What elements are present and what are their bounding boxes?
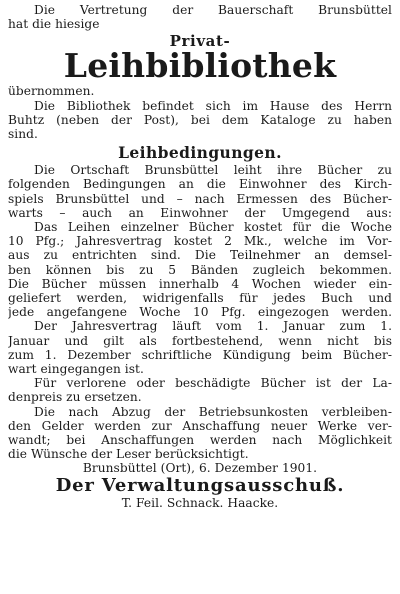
conditions-paragraph-2 — [8, 220, 392, 319]
dateline: Brunsbüttel (Ort), 6. Dezember 1901. — [82, 461, 318, 476]
text-line: folgenden Bedingungen an die Einwohner des Kirch- — [8, 177, 392, 192]
conditions-paragraph-1 — [8, 163, 392, 220]
location-line-2: Buhtz (neben der Post), bei dem Kataloge zu haben — [8, 112, 392, 127]
text-line: jede angefangene Woche 10 Pfg. eingezogen werden. — [8, 305, 392, 320]
text-line: spiels Brunsbüttel und – nach Ermessen des Bücher- — [8, 191, 392, 206]
intro-line-2: hat die hiesige — [8, 17, 100, 32]
title-privat: Privat- — [169, 32, 231, 51]
text-line: den Gelder werden zur Anschaffung neuer Werke ver- — [8, 418, 392, 433]
text-line: aus zu entrichten sind. Die Teilnehmer an demsel- — [8, 248, 392, 263]
text-line: 10 Pfg.; Jahresvertrag kostet 2 Mk., welche im Vor- — [8, 234, 392, 249]
text-line: zum 1. Dezember schriftliche Kündigung beim Bücher- — [8, 347, 392, 362]
committee-signature: Der Verwaltungsausschuß. — [55, 474, 345, 496]
text-line: Die Bücher müssen innerhalb 4 Wochen wieder ein- — [8, 276, 392, 291]
text-line: denpreis zu ersetzen. — [8, 390, 142, 405]
text-line: Der Jahresvertrag läuft vom 1. Januar zum 1. — [34, 319, 392, 334]
title-leihbibliothek: Leihbibliothek — [63, 46, 337, 86]
conditions-paragraph-3 — [8, 319, 392, 376]
text-line: Januar und gilt als fortbestehend, wenn nicht bis — [8, 333, 392, 348]
text-line: Die Ortschaft Brunsbüttel leiht ihre Bücher zu — [34, 163, 392, 178]
text-line: Das Leihen einzelner Bücher kostet für die Woche — [34, 220, 392, 235]
text-line: warts – auch an Einwohner der Umgegend aus: — [8, 205, 392, 220]
location-line-1: Die Bibliothek befindet sich im Hause des Herrn — [34, 98, 392, 113]
conditions-paragraph-4 — [8, 376, 392, 404]
text-line: wandt; bei Anschaffungen werden nach Möglichkeit — [8, 433, 392, 448]
location-line-3: sind. — [8, 127, 38, 142]
uebernommen-line: übernommen. — [8, 84, 95, 99]
intro-line-1: Die Vertretung der Bauerschaft Brunsbüttel — [34, 3, 392, 17]
text-line: geliefert werden, widrigenfalls für jedes Buch und — [8, 291, 392, 306]
text-line: Die nach Abzug der Betriebsunkosten verbleiben- — [34, 404, 392, 419]
conditions-heading: Leihbedingungen. — [118, 143, 282, 163]
conditions-paragraph-5 — [8, 405, 392, 462]
committee-names: T. Feil. Schnack. Haacke. — [121, 495, 279, 510]
text-line: ben können bis zu 5 Bänden zugleich bekommen. — [8, 262, 392, 277]
text-line: die Wünsche der Leser berücksichtigt. — [8, 447, 249, 462]
text-line: wart eingegangen ist. — [8, 362, 144, 377]
text-line: Für verlorene oder beschädigte Bücher ist der La- — [34, 376, 392, 391]
